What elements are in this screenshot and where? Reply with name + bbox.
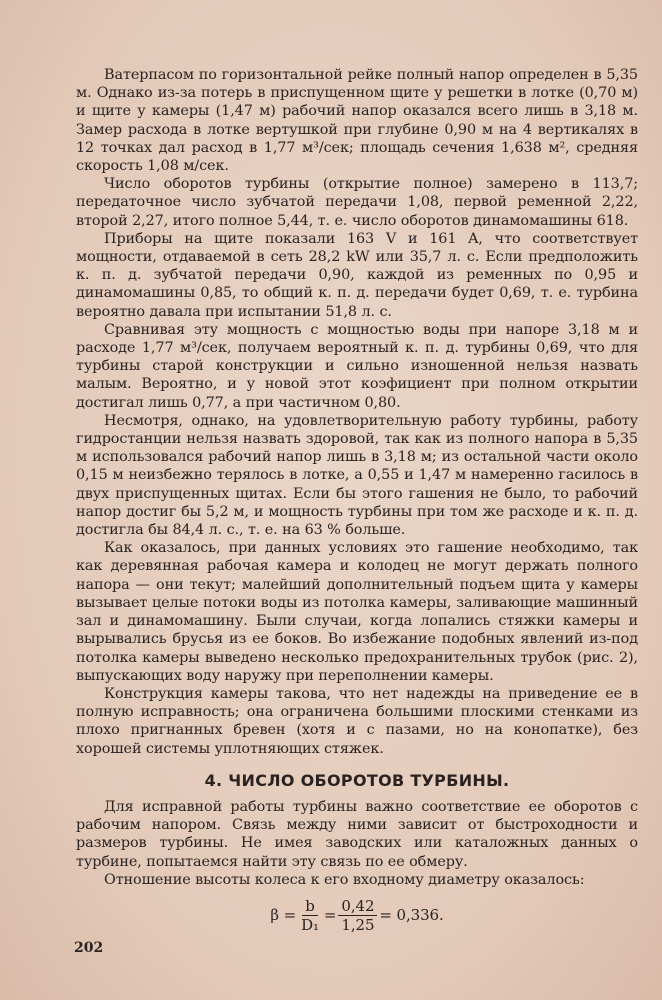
paragraph-chamber-leaks: Как оказалось, при данных условиях это гашение необходимо, так как деревянная рабочая камера и колодец не могут держать полного напора — они текут; малейший дополнительный подъем щита у камеры вызывает целые потоки воды из потолка камеры, заливающие машинный зал и динамомашину. Были случаи, когда лопались стяжки камеры и вырывались брусья из ее боков. Во избежание подобных явлений из-под потолка камеры выведено несколько предохранительных трубок (рис. 2), выпускающих воду наружу при переполнении камеры.: [76, 540, 638, 684]
fraction-b-d1: [298, 897, 322, 934]
fraction-numerator: 0,42: [338, 897, 377, 916]
fraction-denominator: 1,25: [341, 915, 375, 934]
formula-equals: =: [323, 906, 337, 925]
paragraph-chamber-construction: Конструкция камеры такова, что нет надежды на приведение ее в полную исправность; она ограничена большими плоскими стенками из плохо пригнанных бревен (хотя и с пазами, но на конопатке), без хорошей системы уплотняющих стяжек.: [76, 685, 638, 757]
fraction-values: [338, 897, 377, 934]
formula: [76, 897, 638, 934]
paragraph-ratio-intro: Отношение высоты колеса к его входному диаметру оказалось:: [104, 871, 585, 888]
paragraph-head-loss: Несмотря, однако, на удовлетворительную работу турбины, работу гидростанции нельзя назвать здоровой, так как из полного напора в 5,35 м использовался рабочий напор лишь в 3,18 м; из остальной части около 0,15 м неизбежно терялось в лотке, а 0,55 и 1,47 м намеренно гасилось в двух приспущенных щитах. Если бы этого гашения не было, то рабочий напор достиг бы 5,2 м, и мощность турбины при том же расходе и к. п. д. достигла бы 84,4 л. с., т. е. на 63 % больше.: [76, 412, 638, 539]
paragraph-head-measurement: Ватерпасом по горизонтальной рейке полный напор определен в 5,35 м. Однако из-за потерь в приспущенном щите у решетки в лотке (0,70 м) и щите у камеры (1,47 м) рабочий напор оказался всего лишь в 3,18 м. Замер расхода в лотке вертушкой при глубине 0,90 м на 4 вертикалях в 12 точках дал расход в 1,77 м³/сек; площадь сечения 1,638 м², средняя скорость 1,08 м/сек.: [76, 67, 638, 175]
section-heading: 4. ЧИСЛО ОБОРОТОВ ТУРБИНЫ.: [204, 770, 510, 790]
page-number: 202: [74, 940, 104, 956]
page-text: [76, 66, 638, 934]
paragraph-turbine-rpm: Число оборотов турбины (открытие полное) замерено в 113,7; передаточное число зубчатой передачи 1,08, первой ременной 2,22, второй 2,27, итого полное 5,44, т. е. число оборотов динамомашины 618.: [76, 176, 638, 229]
paragraph-turbine-speed: Для исправной работы турбины важно соответствие ее оборотов с рабочим напором. Связь между ними зависит от быстроходности и размеров турбины. Не имея заводских или каталожных данных о турбине, попытаемся найти эту связь по ее обмеру.: [76, 798, 638, 870]
formula-result: = 0,336.: [379, 906, 444, 925]
fraction-denominator: D₁: [301, 915, 319, 934]
formula-lhs: β =: [270, 906, 297, 925]
paragraph-instruments: Приборы на щите показали 163 V и 161 A, что соответствует мощности, отдаваемой в сеть 28,2 kW или 35,7 л. с. Если предположить к. п. д. зубчатой передачи 0,90, каждой из ременных по 0,95 и динамомашины 0,85, то общий к. п. д. передачи будет 0,69, т. е. турбина вероятно давала при испытании 51,8 л. с.: [76, 230, 638, 320]
fraction-numerator: b: [302, 897, 318, 916]
paragraph-efficiency: Сравнивая эту мощность с мощностью воды при напоре 3,18 м и расходе 1,77 м³/сек, получаем вероятный к. п. д. турбины 0,69, что для турбины старой конструкции и сильно изношенной нельзя назвать малым. Вероятно, и у новой этот коэфициент при полном открытии достигал лишь 0,77, а при частичном 0,80.: [76, 321, 638, 411]
